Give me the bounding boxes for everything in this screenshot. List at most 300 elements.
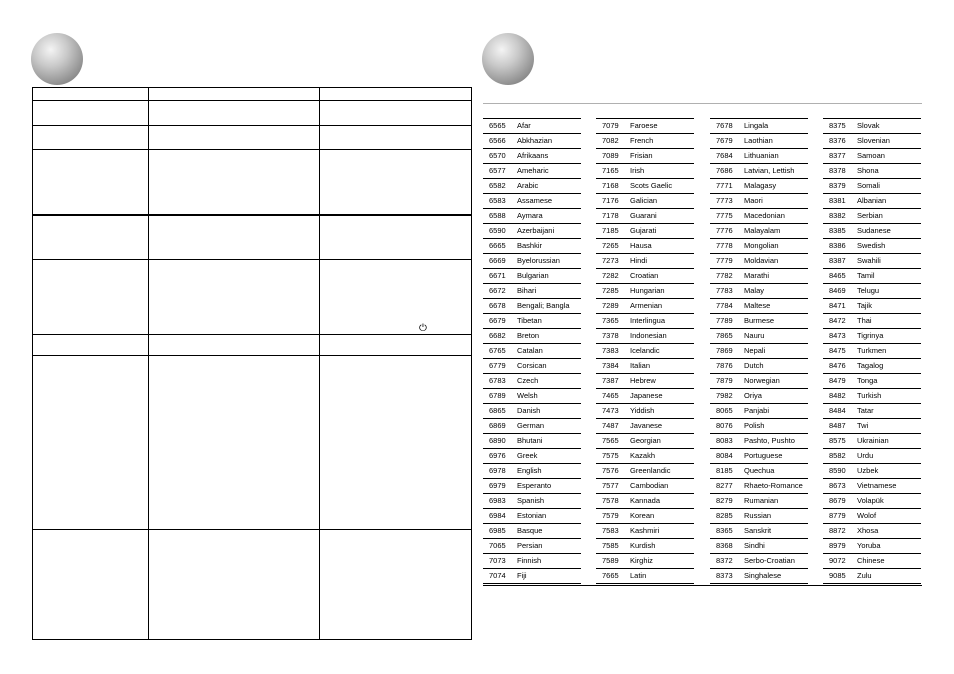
language-code-row (596, 404, 694, 419)
language-code-row (823, 194, 921, 209)
language-name: Quechua (744, 466, 775, 475)
language-name: Vietnamese (857, 481, 897, 490)
language-name: Marathi (744, 271, 770, 280)
language-code-row (823, 224, 921, 239)
language-name: Greenlandic (630, 466, 671, 475)
language-name: Urdu (857, 451, 874, 460)
language-code-row (710, 284, 808, 299)
table-row-divider (33, 334, 471, 335)
language-code-row (710, 389, 808, 404)
language-name: Esperanto (517, 481, 552, 490)
troubleshooting-table (32, 87, 472, 640)
language-name: Volapük (857, 496, 884, 505)
language-code: 7575 (602, 451, 619, 460)
language-name: Afar (517, 121, 531, 130)
language-code: 6789 (489, 391, 506, 400)
language-code-row (596, 134, 694, 149)
language-name: Georgian (630, 436, 661, 445)
language-code-row (823, 254, 921, 269)
language-code-row (483, 389, 581, 404)
language-code-row (710, 494, 808, 509)
language-code-row (710, 434, 808, 449)
language-code: 7387 (602, 376, 619, 385)
language-code: 7384 (602, 361, 619, 370)
language-code: 7583 (602, 526, 619, 535)
language-code-row (596, 434, 694, 449)
language-name: Kazakh (630, 451, 656, 460)
language-name: Malay (744, 286, 765, 295)
language-code-row (710, 479, 808, 494)
language-code: 6783 (489, 376, 506, 385)
language-code-column (710, 118, 808, 584)
language-code-row (483, 539, 581, 554)
language-code: 7879 (716, 376, 733, 385)
language-code-row (823, 524, 921, 539)
language-code: 8679 (829, 496, 846, 505)
language-name: Abkhazian (517, 136, 553, 145)
language-name: Burmese (744, 316, 775, 325)
language-name: Serbian (857, 211, 883, 220)
language-code: 8386 (829, 241, 846, 250)
language-code: 8979 (829, 541, 846, 550)
language-name: Japanese (630, 391, 663, 400)
language-name: Portuguese (744, 451, 783, 460)
language-code-row (823, 419, 921, 434)
language-code-row (596, 524, 694, 539)
language-code-row (710, 254, 808, 269)
language-name: Afrikaans (517, 151, 549, 160)
language-code-row (710, 569, 808, 584)
language-code: 6672 (489, 286, 506, 295)
language-code: 7776 (716, 226, 733, 235)
language-code-row (483, 554, 581, 569)
language-code: 8582 (829, 451, 846, 460)
language-code-row (823, 179, 921, 194)
language-code: 7265 (602, 241, 619, 250)
language-code-row (596, 119, 694, 134)
language-code-row (483, 344, 581, 359)
language-code: 6582 (489, 181, 506, 190)
language-code: 8590 (829, 466, 846, 475)
language-code: 8482 (829, 391, 846, 400)
language-name: Aymara (517, 211, 543, 220)
language-code-row (710, 314, 808, 329)
language-code: 8083 (716, 436, 733, 445)
language-code: 6779 (489, 361, 506, 370)
language-code: 8472 (829, 316, 846, 325)
language-code-row (596, 539, 694, 554)
language-code-column (483, 118, 581, 584)
language-code: 8475 (829, 346, 846, 355)
language-code: 7782 (716, 271, 733, 280)
language-code-row (823, 494, 921, 509)
language-code: 7565 (602, 436, 619, 445)
language-code-row (596, 254, 694, 269)
language-name: Armenian (630, 301, 663, 310)
language-name: Tibetan (517, 316, 542, 325)
language-code: 8575 (829, 436, 846, 445)
language-name: Tatar (857, 406, 874, 415)
language-code-row (483, 449, 581, 464)
language-code: 7865 (716, 331, 733, 340)
language-code-row (710, 374, 808, 389)
language-name: Serbo-Croatian (744, 556, 795, 565)
language-code-row (710, 419, 808, 434)
language-code: 7487 (602, 421, 619, 430)
language-name: Faroese (630, 121, 658, 130)
language-code-row (596, 194, 694, 209)
language-code-row (596, 314, 694, 329)
language-code: 8368 (716, 541, 733, 550)
language-code-row (483, 329, 581, 344)
language-code-row (596, 239, 694, 254)
language-name: Kashmiri (630, 526, 660, 535)
language-code: 7784 (716, 301, 733, 310)
language-name: Tajik (857, 301, 873, 310)
language-code: 7585 (602, 541, 619, 550)
language-name: Latin (630, 571, 647, 580)
language-code-column (596, 118, 694, 584)
language-code: 6566 (489, 136, 506, 145)
language-code-row (710, 344, 808, 359)
language-code: 7665 (602, 571, 619, 580)
language-code-row (710, 239, 808, 254)
language-name: Bulgarian (517, 271, 549, 280)
language-code-row (483, 314, 581, 329)
language-code-row (483, 509, 581, 524)
language-name: Sudanese (857, 226, 891, 235)
language-code-row (823, 449, 921, 464)
language-code-row (596, 269, 694, 284)
language-name: Finnish (517, 556, 542, 565)
language-code: 8779 (829, 511, 846, 520)
language-code-row (596, 494, 694, 509)
language-code: 7074 (489, 571, 506, 580)
language-name: Corsican (517, 361, 547, 370)
language-name: Sanskrit (744, 526, 772, 535)
language-name: Bhutani (517, 436, 543, 445)
language-code: 8673 (829, 481, 846, 490)
language-name: Xhosa (857, 526, 879, 535)
language-name: Croatian (630, 271, 659, 280)
language-code: 6679 (489, 316, 506, 325)
language-name: Nauru (744, 331, 765, 340)
language-code-row (483, 299, 581, 314)
section-rule (483, 585, 922, 586)
language-code: 8487 (829, 421, 846, 430)
power-icon: ⏻ (419, 323, 427, 334)
language-code-row (710, 149, 808, 164)
language-code-row (710, 269, 808, 284)
language-code: 7176 (602, 196, 619, 205)
language-code-row (710, 404, 808, 419)
language-code-row (483, 179, 581, 194)
language-name: Chinese (857, 556, 885, 565)
language-code: 8471 (829, 301, 846, 310)
language-code-row (483, 419, 581, 434)
language-code: 7168 (602, 181, 619, 190)
language-code-row (823, 329, 921, 344)
language-code-row (823, 404, 921, 419)
language-code-row (483, 479, 581, 494)
language-name: Albanian (857, 196, 887, 205)
language-code: 8076 (716, 421, 733, 430)
language-code-row (596, 149, 694, 164)
language-name: Kurdish (630, 541, 656, 550)
language-code-row (596, 329, 694, 344)
language-code: 7065 (489, 541, 506, 550)
language-code: 7775 (716, 211, 733, 220)
language-code: 7178 (602, 211, 619, 220)
language-name: Mongolian (744, 241, 779, 250)
language-code: 6565 (489, 121, 506, 130)
language-code-row (483, 224, 581, 239)
table-row-divider (33, 259, 471, 260)
language-code-row (710, 119, 808, 134)
language-name: Samoan (857, 151, 885, 160)
language-name: Basque (517, 526, 543, 535)
section-rule (483, 103, 922, 104)
language-name: Pashto, Pushto (744, 436, 795, 445)
language-name: Singhalese (744, 571, 782, 580)
language-code-row (596, 509, 694, 524)
language-name: Telugu (857, 286, 880, 295)
language-name: Welsh (517, 391, 538, 400)
language-name: Moldavian (744, 256, 779, 265)
language-code: 6577 (489, 166, 506, 175)
language-code-row (483, 194, 581, 209)
language-code: 8285 (716, 511, 733, 520)
language-code: 6765 (489, 346, 506, 355)
language-name: Zulu (857, 571, 872, 580)
language-code-row (823, 509, 921, 524)
gray-sphere-icon (31, 33, 83, 85)
language-code-row (483, 134, 581, 149)
language-code-row (823, 359, 921, 374)
language-code-row (596, 569, 694, 584)
table-row-divider (33, 529, 471, 530)
language-code: 6869 (489, 421, 506, 430)
language-code: 6671 (489, 271, 506, 280)
language-code-row (596, 299, 694, 314)
language-code: 6570 (489, 151, 506, 160)
language-name: Irish (630, 166, 645, 175)
language-name: Latvian, Lettish (744, 166, 795, 175)
language-name: Slovenian (857, 136, 890, 145)
language-name: Thai (857, 316, 872, 325)
language-name: Frisian (630, 151, 653, 160)
language-code-row (483, 239, 581, 254)
language-code-row (483, 359, 581, 374)
table-column-divider (319, 88, 320, 639)
language-name: Javanese (630, 421, 663, 430)
language-code-row (823, 239, 921, 254)
language-code: 7771 (716, 181, 733, 190)
language-name: Tamil (857, 271, 875, 280)
language-code: 6865 (489, 406, 506, 415)
language-code: 8279 (716, 496, 733, 505)
language-code-row (596, 164, 694, 179)
language-code-row (483, 164, 581, 179)
language-code-row (483, 434, 581, 449)
language-name: Breton (517, 331, 540, 340)
language-name: Somali (857, 181, 880, 190)
table-row-divider (33, 149, 471, 150)
language-code-row (710, 224, 808, 239)
language-name: Turkmen (857, 346, 887, 355)
language-name: Panjabi (744, 406, 770, 415)
language-code-row (483, 269, 581, 284)
language-name: Rhaeto-Romance (744, 481, 803, 490)
language-code: 7378 (602, 331, 619, 340)
language-name: Kannada (630, 496, 661, 505)
language-name: Bengali; Bangla (517, 301, 570, 310)
language-code: 7589 (602, 556, 619, 565)
language-code: 8382 (829, 211, 846, 220)
language-name: Tigrinya (857, 331, 884, 340)
language-name: Swedish (857, 241, 886, 250)
language-code-row (483, 494, 581, 509)
language-code-row (483, 404, 581, 419)
language-name: Korean (630, 511, 655, 520)
language-code: 8484 (829, 406, 846, 415)
language-code-row (596, 209, 694, 224)
language-name: Danish (517, 406, 541, 415)
language-code: 6669 (489, 256, 506, 265)
language-name: Maori (744, 196, 763, 205)
language-code-row (483, 569, 581, 584)
language-code: 6984 (489, 511, 506, 520)
table-column-divider (148, 88, 149, 639)
language-name: French (630, 136, 654, 145)
language-code: 7679 (716, 136, 733, 145)
language-code-row (483, 464, 581, 479)
language-name: Twi (857, 421, 869, 430)
language-code: 8379 (829, 181, 846, 190)
language-code-row (823, 134, 921, 149)
language-code: 8376 (829, 136, 846, 145)
language-name: Maltese (744, 301, 771, 310)
language-name: Nepali (744, 346, 766, 355)
language-name: Slovak (857, 121, 880, 130)
language-code-row (823, 269, 921, 284)
language-code: 6665 (489, 241, 506, 250)
language-code: 6985 (489, 526, 506, 535)
language-code-row (596, 479, 694, 494)
language-code: 8277 (716, 481, 733, 490)
language-code: 8377 (829, 151, 846, 160)
language-code-row (596, 224, 694, 239)
language-code: 8375 (829, 121, 846, 130)
language-code: 7779 (716, 256, 733, 265)
language-code: 7282 (602, 271, 619, 280)
language-code: 8385 (829, 226, 846, 235)
language-name: Dutch (744, 361, 764, 370)
language-code: 7778 (716, 241, 733, 250)
language-code: 8387 (829, 256, 846, 265)
language-code-row (596, 554, 694, 569)
language-name: Tonga (857, 376, 878, 385)
language-code-row (823, 434, 921, 449)
language-code-row (823, 554, 921, 569)
language-name: Byelorussian (517, 256, 560, 265)
language-code-row (596, 374, 694, 389)
language-name: Azerbaijani (517, 226, 555, 235)
language-code: 7273 (602, 256, 619, 265)
language-code: 9085 (829, 571, 846, 580)
language-name: Russian (744, 511, 772, 520)
language-code: 7789 (716, 316, 733, 325)
language-code-row (596, 464, 694, 479)
language-code-row (710, 539, 808, 554)
language-code: 7079 (602, 121, 619, 130)
language-code-row (596, 359, 694, 374)
language-code-row (483, 254, 581, 269)
language-code: 7869 (716, 346, 733, 355)
language-name: Uzbek (857, 466, 879, 475)
language-name: Polish (744, 421, 765, 430)
language-name: Hebrew (630, 376, 656, 385)
language-name: Assamese (517, 196, 553, 205)
language-name: Shona (857, 166, 879, 175)
language-code: 6976 (489, 451, 506, 460)
language-code-column (823, 118, 921, 584)
language-code-row (823, 539, 921, 554)
language-code-row (823, 464, 921, 479)
language-code-row (823, 569, 921, 584)
language-code: 8872 (829, 526, 846, 535)
language-name: Turkish (857, 391, 882, 400)
language-name: Ukrainian (857, 436, 889, 445)
language-code-row (823, 149, 921, 164)
language-code: 7577 (602, 481, 619, 490)
language-code-row (483, 374, 581, 389)
language-code-row (823, 164, 921, 179)
language-code-row (710, 359, 808, 374)
language-name: Fiji (517, 571, 527, 580)
language-code: 7773 (716, 196, 733, 205)
language-name: Italian (630, 361, 651, 370)
language-code: 6983 (489, 496, 506, 505)
language-code-row (823, 479, 921, 494)
language-name: Yiddish (630, 406, 655, 415)
language-code-row (483, 149, 581, 164)
language-code: 8473 (829, 331, 846, 340)
language-code: 6678 (489, 301, 506, 310)
language-code: 7579 (602, 511, 619, 520)
language-name: Lithuanian (744, 151, 779, 160)
language-name: Tagalog (857, 361, 884, 370)
language-name: Scots Gaelic (630, 181, 673, 190)
language-name: Oriya (744, 391, 762, 400)
language-code-row (710, 299, 808, 314)
language-code: 7678 (716, 121, 733, 130)
language-code-row (596, 284, 694, 299)
language-code-row (823, 119, 921, 134)
language-code-row (483, 119, 581, 134)
language-name: Gujarati (630, 226, 657, 235)
language-name: Yoruba (857, 541, 881, 550)
language-code-row (710, 554, 808, 569)
language-name: Macedonian (744, 211, 785, 220)
language-code: 7686 (716, 166, 733, 175)
language-code: 8065 (716, 406, 733, 415)
language-code: 7578 (602, 496, 619, 505)
language-code-row (596, 179, 694, 194)
language-code-row (483, 284, 581, 299)
language-name: Hungarian (630, 286, 665, 295)
language-code-row (596, 419, 694, 434)
